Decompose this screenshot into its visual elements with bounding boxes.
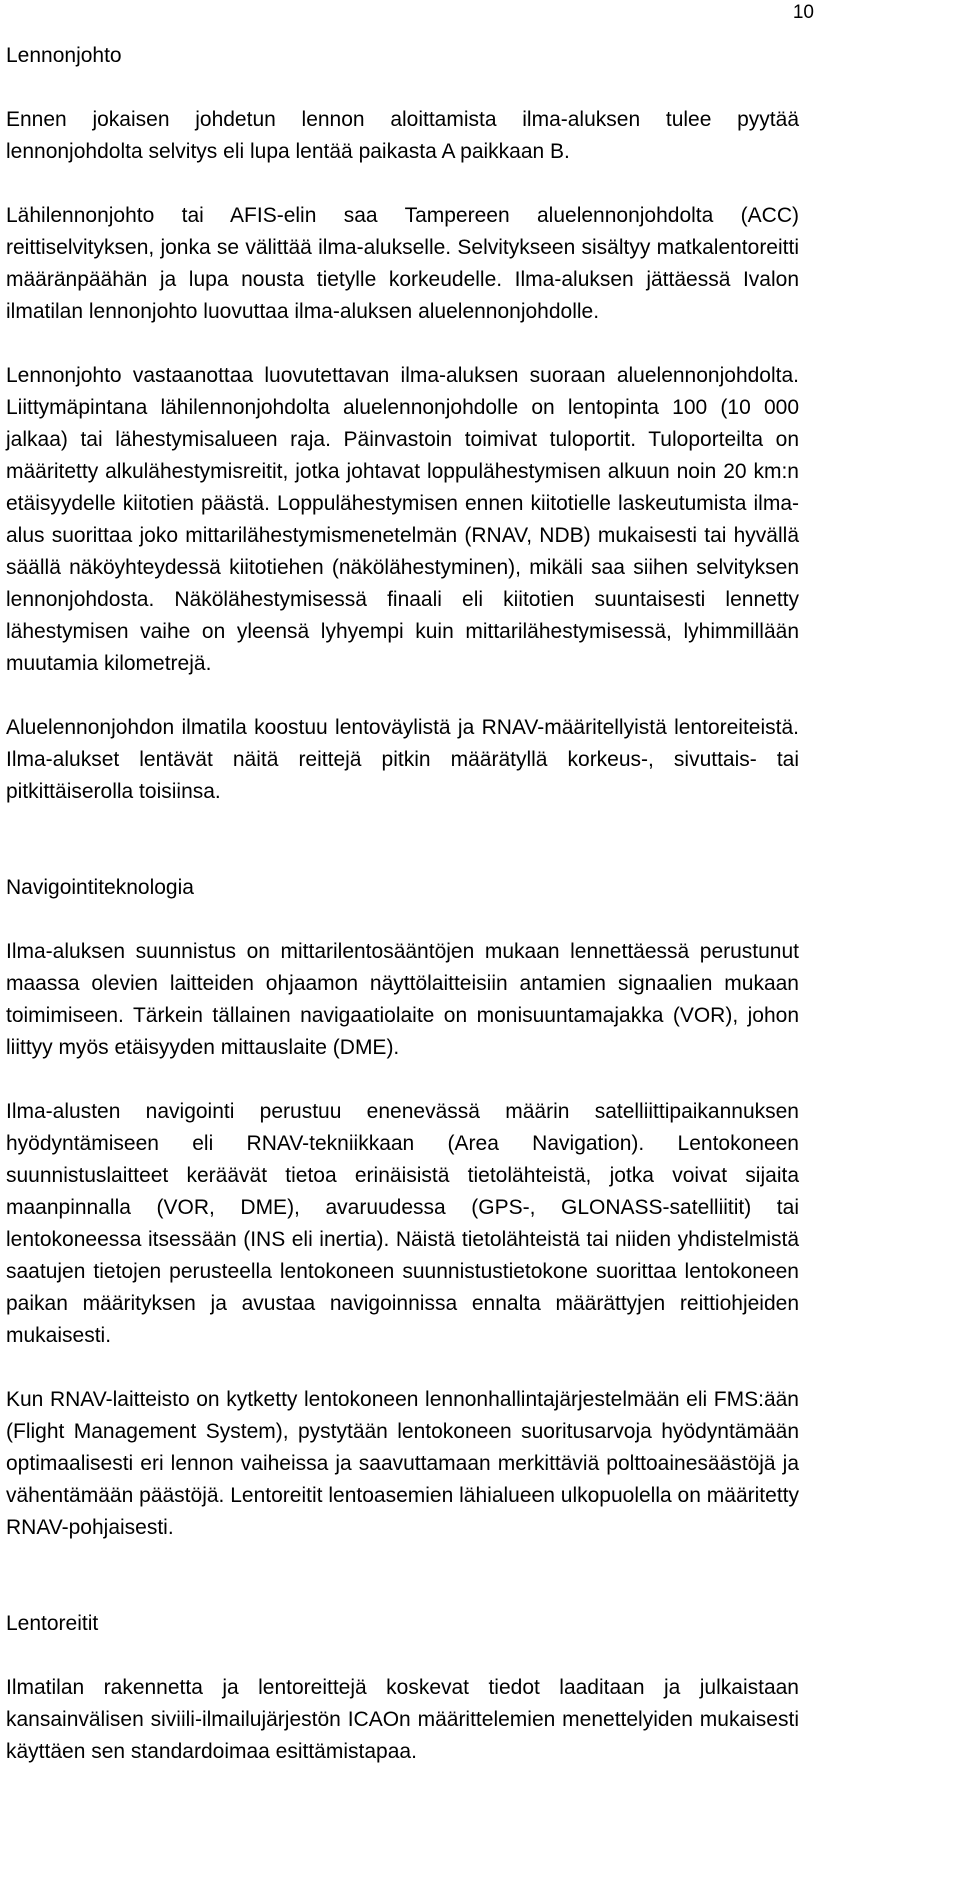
section-navigointiteknologia: [6, 872, 799, 1544]
page-number: 10: [792, 2, 814, 23]
paragraph: Lähilennonjohto tai AFIS-elin saa Tampereen aluelennonjohdolta (ACC) reittiselvityksen, jonka se välittää ilma-alukselle. Selvitykseen sisältyy matkalentoreitti määränpäähän ja lupa nousta tietylle korkeudelle. Ilma-aluksen jättäessä Ivalon ilmatilan lennonjohto luovuttaa ilma-aluksen aluelennonjohdolle.: [6, 204, 799, 323]
paragraph: Ilmatilan rakennetta ja lentoreittejä koskevat tiedot laaditaan ja julkaistaan kansainvälisen siviili-ilmailujärjestön ICAOn määrittelemien menettelyiden mukaisesti käyttäen sen standardoimaa esittämistapaa.: [6, 1676, 799, 1763]
document-body: [6, 40, 799, 1768]
section-lennonjohto: [6, 40, 799, 808]
paragraph: Aluelennonjohdon ilmatila koostuu lentoväylistä ja RNAV-määritellyistä lentoreiteistä. Ilma-alukset lentävät näitä reittejä pitkin määrätyllä korkeus-, sivuttais- tai pitkittäiserolla toisiinsa.: [6, 716, 799, 803]
section-lentoreitit: [6, 1608, 799, 1768]
paragraph: Kun RNAV-laitteisto on kytketty lentokoneen lennonhallintajärjestelmään eli FMS:ään (Flight Management System), pystytään lentokoneen suoritusarvoja hyödyntämään optimaalisesti eri lennon vaiheissa ja saavuttamaan merkittäviä polttoainesäästöjä ja vähentämään päästöjä. Lentoreitit lentoasemien lähialueen ulkopuolella on määritetty RNAV-pohjaisesti.: [6, 1388, 799, 1539]
section-heading: Lennonjohto: [6, 44, 122, 67]
paragraph: Lennonjohto vastaanottaa luovutettavan ilma-aluksen suoraan aluelennonjohdolta. Liittymäpintana lähilennonjohdolta aluelennonjohdolle on lentopinta 100 (10 000 jalkaa) tai lähestymisalueen raja. Päinvastoin toimivat tuloportit. Tuloporteilta on määritetty alkulähestymisreitit, jotka johtavat loppulähestymisen alkuun noin 20 km:n etäisyydelle kiitotien päästä. Loppulähestymisen ennen kiitotielle laskeutumista ilma-alus suorittaa joko mittarilähestymismenetelmän (RNAV, NDB) mukaisesti tai hyvällä säällä näköyhteydessä kiitotiehen (näkölähestyminen), mikäli saa siihen selvityksen lennonjohdosta. Näkölähestymisessä finaali eli kiitotien suuntaisesti lennetty lähestymisen vaihe on yleensä lyhyempi kuin mittarilähestymisessä, lyhimmillään muutamia kilometrejä.: [6, 364, 799, 675]
paragraph: Ennen jokaisen johdetun lennon aloittamista ilma-aluksen tulee pyytää lennonjohdolta selvitys eli lupa lentää paikasta A paikkaan B.: [6, 108, 799, 163]
paragraph: Ilma-alusten navigointi perustuu enenevässä määrin satelliittipaikannuksen hyödyntämiseen eli RNAV-tekniikkaan (Area Navigation). Lentokoneen suunnistuslaitteet keräävät tietoa erinäisistä tietolähteistä, jotka voivat sijaita maanpinnalla (VOR, DME), avaruudessa (GPS-, GLONASS-satelliitit) tai lentokoneessa itsessään (INS eli inertia). Näistä tietolähteistä tai niiden yhdistelmistä saatujen tietojen perusteella lentokoneen suunnistustietokone suorittaa lentokoneen paikan määrityksen ja avustaa navigoinnissa ennalta määrättyjen reittiohjeiden mukaisesti.: [6, 1100, 799, 1347]
section-heading: Navigointiteknologia: [6, 876, 194, 899]
paragraph: Ilma-aluksen suunnistus on mittarilentosääntöjen mukaan lennettäessä perustunut maassa olevien laitteiden ohjaamon näyttölaitteisiin antamien signaalien mukaan toimimiseen. Tärkein tällainen navigaatiolaite on monisuuntamajakka (VOR), johon liittyy myös etäisyyden mittauslaite (DME).: [6, 940, 799, 1059]
section-heading: Lentoreitit: [6, 1612, 99, 1635]
